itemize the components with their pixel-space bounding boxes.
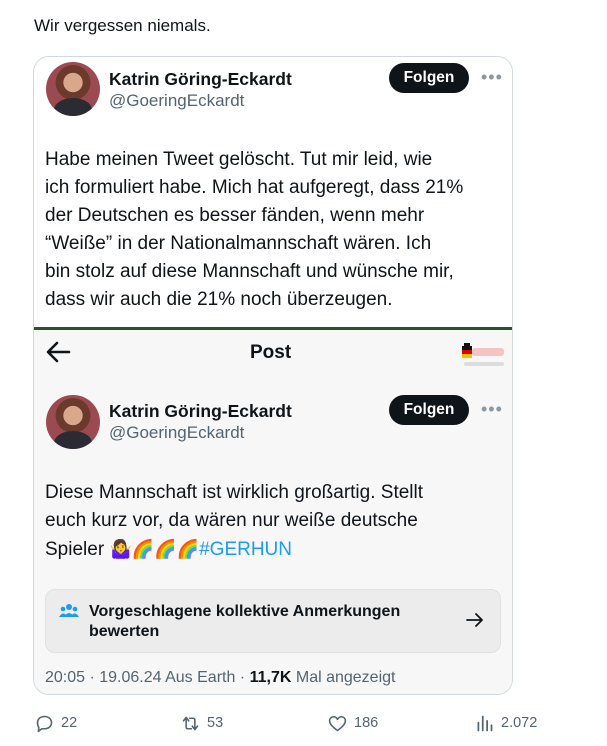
avatar bbox=[46, 395, 100, 449]
tweet-line: Habe meinen Tweet gelöscht. Tut mir leid, wie bbox=[45, 149, 433, 170]
bar-chart-icon bbox=[474, 713, 495, 734]
tweet-line: Diese Mannschaft ist wirklich großartig. Stellt bbox=[45, 482, 424, 503]
author-name: Katrin Göring-Eckardt bbox=[109, 69, 292, 89]
screenshot-panel-top bbox=[34, 57, 512, 329]
quoted-screenshot-image[interactable] bbox=[33, 56, 513, 695]
repost-count: 53 bbox=[207, 715, 224, 731]
community-notes-box bbox=[45, 589, 501, 653]
tweet-line: ich formuliert habe. Mich hat aufgeregt, dass 21% bbox=[45, 177, 464, 198]
views-button[interactable] bbox=[474, 711, 537, 735]
arrow-right-icon bbox=[465, 612, 485, 628]
emoji-group: 🤷‍♀️🌈🌈🌈 bbox=[109, 539, 200, 559]
post-timestamp: 20:05 · 19.06.24 Aus Earth · bbox=[45, 669, 246, 686]
hashtag-link: #GERHUN bbox=[199, 539, 292, 560]
post-metadata bbox=[45, 669, 395, 687]
arrow-left-icon bbox=[45, 340, 71, 364]
follow-button: Folgen bbox=[389, 63, 469, 93]
repost-button[interactable] bbox=[180, 711, 223, 735]
follow-button: Folgen bbox=[389, 395, 469, 425]
author-handle: @GoeringEckardt bbox=[109, 423, 245, 442]
like-count: 186 bbox=[354, 715, 379, 731]
tweet-line: euch kurz vor, da wären nur weiße deutsche bbox=[45, 510, 418, 531]
tweet-line: der Deutschen es besser fänden, wenn mehr bbox=[45, 205, 425, 226]
more-horizontal-icon: ••• bbox=[481, 67, 503, 87]
author-name: Katrin Göring-Eckardt bbox=[109, 401, 292, 421]
like-button[interactable] bbox=[327, 711, 378, 735]
tweet-body bbox=[45, 479, 505, 564]
notes-label: Vorgeschlagene kollektive Anmerkungen bewerten bbox=[89, 603, 401, 640]
post-header-title: Post bbox=[250, 342, 292, 363]
watermark-logo bbox=[458, 339, 508, 371]
tweet-line: “Weiße” in der Nationalmannschaft wären. Ich bbox=[45, 233, 432, 254]
tweet-line: bin stolz auf diese Mannschaft und wünsche mir, bbox=[45, 261, 454, 282]
reply-button[interactable] bbox=[34, 711, 77, 735]
view-count: 11,7K bbox=[249, 669, 292, 686]
view-count-suffix: Mal angezeigt bbox=[295, 669, 396, 686]
tweet-line-text: Spieler bbox=[45, 539, 105, 560]
avatar bbox=[46, 62, 100, 116]
views-count: 2.072 bbox=[501, 715, 538, 731]
tweet-line bbox=[45, 535, 505, 564]
heart-icon bbox=[327, 713, 348, 734]
action-bar bbox=[0, 706, 607, 740]
post-text: Wir vergessen niemals. bbox=[34, 16, 211, 35]
people-icon bbox=[59, 602, 79, 620]
reply-count: 22 bbox=[61, 715, 78, 731]
more-horizontal-icon: ••• bbox=[481, 399, 503, 419]
reply-icon bbox=[34, 713, 55, 734]
author-handle: @GoeringEckardt bbox=[109, 91, 245, 110]
tweet-body bbox=[45, 146, 505, 314]
repost-icon bbox=[180, 713, 201, 734]
tweet-line: dass wir auch die 21% noch überzeugen. bbox=[45, 289, 393, 310]
